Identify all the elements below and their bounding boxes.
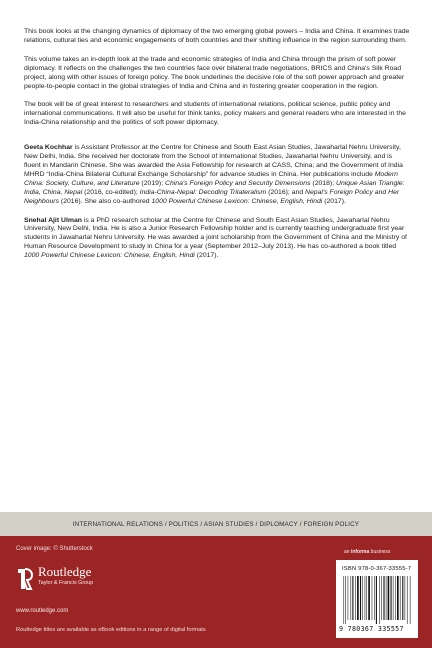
book-title: 1000 Powerful Chinese Lexicon: Chinese, English, Hindi — [24, 252, 195, 260]
bio-text: (2017). — [322, 197, 346, 205]
bio-text: (2019); — [139, 179, 166, 187]
blurb-paragraph-1: This book looks at the changing dynamics of diplomacy of the two emerging global powers – India and China. It examines trade relations, cultural ties and economic engagements of both countries and their shifting influence in the region surrounding them. — [24, 28, 410, 44]
book-title: 1000 Powerful Chinese Lexicon: Chinese, English, Hindi — [151, 197, 323, 205]
publisher-group: Taylor & Francis Group — [38, 580, 94, 586]
blurb-text-area — [24, 28, 410, 271]
informa-brand: informa — [350, 549, 370, 555]
author-name: Snehal Ajit Ulman — [24, 216, 82, 224]
bio-text: (2016); and — [266, 188, 306, 196]
author-bio-geeta-kochhar — [24, 144, 410, 206]
publisher-website: www.routledge.com — [16, 608, 69, 614]
routledge-logo-icon — [16, 567, 34, 591]
ebook-availability-note: Routledge titles are available as eBook editions in a range of digital formats — [16, 627, 206, 633]
book-title: China's Foreign Policy and Security Dimensions — [165, 179, 311, 187]
cover-image-credit: Cover image: © Shutterstock — [16, 546, 93, 552]
bio-text: is a PhD research scholar at the Centre for Chinese and South East Asian Studies, Jawaharlal Nehru University, New Delhi, India. He is also a Junior Research Fellowship holder and is currently teaching undergraduate first year students in Jawaharlal Nehru University. He was awarded a joint scholarship from the Government of China and the Ministry of Human Resource Development to study in China for a year (September 2012–July 2013). He has co-authored a book titled — [24, 216, 407, 251]
book-title: India-China-Nepal: Decoding Trilateralism — [139, 188, 267, 196]
barcode-image — [342, 576, 412, 624]
isbn-number: ISBN 978-0-367-33555-7 — [342, 566, 412, 572]
isbn-barcode-box — [336, 560, 418, 638]
author-bio-snehal-ajit-ulman — [24, 217, 410, 262]
author-name: Geeta Kochhar — [24, 144, 73, 152]
informa-business-label — [344, 549, 390, 555]
bio-text: (2017). — [194, 252, 219, 260]
routledge-logo — [16, 565, 136, 599]
book-title: Nepal's Foreign Policy and Her Neighbours — [24, 188, 400, 205]
bio-text: is Assistant Professor at the Centre for Chinese and South East Asian Studies, Jawaharlal Nehru University, New Delhi, India. She received her doctorate from the School of International Studies, Jawaharlal Nehru University, and is fluent in Mandarin Chinese. She was awarded the Asia Fellowship for research at CASS, China; and the Government of India MHRD “India-China Bilateral Cultural Exchange Scholarship” for advance studies in China. Her publications include — [24, 144, 403, 178]
bio-text: (2016). She also co-authored — [59, 197, 152, 205]
subject-categories: INTERNATIONAL RELATIONS / POLITICS / ASIAN STUDIES / DIPLOMACY / FOREIGN POLICY — [72, 520, 360, 528]
bio-text: (2016, co-edited); — [82, 188, 140, 196]
book-title: Modern China: Society, Culture, and Literature — [24, 170, 398, 187]
informa-prefix: an — [344, 549, 351, 555]
blurb-paragraph-2: This volume takes an in-depth look at the trade and economic strategies of India and China through the prism of soft power diplomacy. It reflects on the challenges the two countries face over bilateral trade negotiations, BRICS and China's Silk Road project, along with other issues of foreign policy. The book underlines the decisive role of the soft power approach and greater people-to-people contact in the global strategies of India and China and in fostering greater cooperation in the region. — [24, 55, 405, 90]
subject-categories-band — [0, 512, 432, 536]
blurb-paragraph-3: The book will be of great interest to researchers and students of international relations, political science, public policy and international communications. It will also be useful for think tanks, policy makers and general readers who are interested in the India-China relationship and the politics of soft power diplomacy. — [24, 101, 406, 127]
book-title: Unique Asian Triangle: India, China, Nepal — [24, 179, 405, 196]
barcode-digits: 9 780367 335557 — [339, 625, 404, 633]
bio-text: (2018); — [310, 179, 337, 187]
publisher-footer — [0, 536, 432, 648]
informa-suffix: business — [369, 549, 391, 555]
publisher-name: Routledge — [38, 564, 92, 579]
